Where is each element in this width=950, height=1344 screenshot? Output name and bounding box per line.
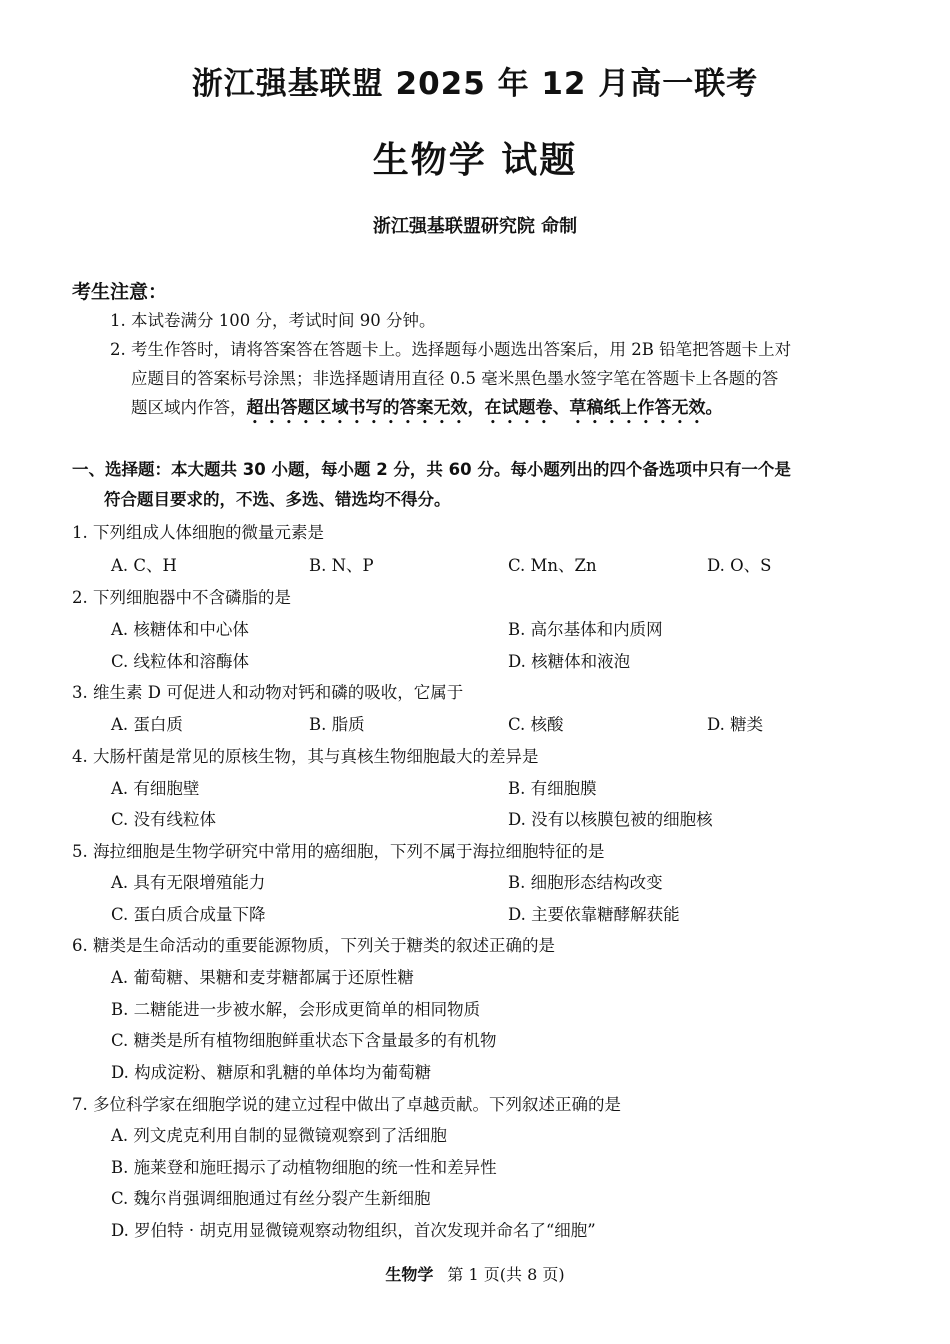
exam-subtitle: 生物学 试题 bbox=[372, 140, 578, 181]
question-6-option-d: D. 构成淀粉、糖原和乳糖的单体均为葡萄糖 bbox=[111, 1063, 432, 1082]
question-1-stem: 1. 下列组成人体细胞的微量元素是 bbox=[72, 523, 324, 542]
question-7-option-b: B. 施莱登和施旺揭示了动植物细胞的统一性和差异性 bbox=[111, 1158, 497, 1177]
question-4-option-a: A. 有细胞壁 bbox=[111, 779, 200, 798]
question-1-option-d: D. O、S bbox=[707, 556, 772, 575]
question-7-option-c: C. 魏尔肖强调细胞通过有丝分裂产生新细胞 bbox=[111, 1189, 431, 1208]
question-2-option-b: B. 高尔基体和内质网 bbox=[508, 620, 663, 639]
question-5-option-b: B. 细胞形态结构改变 bbox=[508, 873, 663, 892]
question-4-stem: 4. 大肠杆菌是常见的原核生物，其与真核生物细胞最大的差异是 bbox=[72, 747, 539, 766]
question-2-option-a: A. 核糖体和中心体 bbox=[111, 620, 249, 639]
question-3-option-b: B. 脂质 bbox=[309, 715, 365, 734]
notice-item-1: 1. 本试卷满分 100 分，考试时间 90 分钟。 bbox=[110, 311, 436, 330]
question-2-option-c: C. 线粒体和溶酶体 bbox=[111, 652, 250, 671]
question-1-option-b: B. N、P bbox=[309, 556, 374, 575]
notice-item-2-line-3 bbox=[131, 397, 723, 428]
notice-emphasis-text: 超出答题区域书写的答案无效，在试题卷、草稿纸上作答无效。 bbox=[246, 398, 723, 418]
question-5-option-c: C. 蛋白质合成量下降 bbox=[111, 905, 266, 924]
notice-item-2-line-3-text: 题区域内作答， bbox=[131, 398, 247, 417]
question-6-option-b: B. 二糖能进一步被水解，会形成更简单的相同物质 bbox=[111, 1000, 481, 1019]
page-footer bbox=[0, 1262, 950, 1285]
question-6-stem: 6. 糖类是生命活动的重要能源物质，下列关于糖类的叙述正确的是 bbox=[72, 936, 555, 955]
question-2-option-d: D. 核糖体和液泡 bbox=[508, 652, 631, 671]
exam-title: 浙江强基联盟 2025 年 12 月高一联考 bbox=[191, 66, 759, 102]
section-1-heading-cont: 符合题目要求的，不选、多选、错选均不得分。 bbox=[104, 490, 451, 509]
question-3-option-d: D. 糖类 bbox=[707, 715, 764, 734]
footer-page-number: 第 1 页(共 8 页) bbox=[447, 1265, 565, 1284]
question-2-stem: 2. 下列细胞器中不含磷脂的是 bbox=[72, 588, 291, 607]
question-5-option-d: D. 主要依靠糖酵解获能 bbox=[508, 905, 680, 924]
notice-item-2-line-2: 应题目的答案标号涂黑；非选择题请用直径 0.5 毫米黑色墨水签字笔在答题卡上各题的答 bbox=[131, 369, 779, 388]
question-6-option-a: A. 葡萄糖、果糖和麦芽糖都属于还原性糖 bbox=[111, 968, 414, 987]
question-3-option-c: C. 核酸 bbox=[508, 715, 564, 734]
question-4-option-b: B. 有细胞膜 bbox=[508, 779, 597, 798]
question-6-option-c: C. 糖类是所有植物细胞鲜重状态下含量最多的有机物 bbox=[111, 1031, 497, 1050]
question-1-option-c: C. Mn、Zn bbox=[508, 556, 597, 575]
exam-issuer: 浙江强基联盟研究院 命制 bbox=[372, 216, 578, 237]
question-4-option-d: D. 没有以核膜包被的细胞核 bbox=[508, 810, 713, 829]
question-3-stem: 3. 维生素 D 可促进人和动物对钙和磷的吸收，它属于 bbox=[72, 683, 464, 702]
question-4-option-c: C. 没有线粒体 bbox=[111, 810, 217, 829]
question-5-stem: 5. 海拉细胞是生物学研究中常用的癌细胞，下列不属于海拉细胞特征的是 bbox=[72, 842, 605, 861]
section-1-heading: 一、选择题：本大题共 30 小题，每小题 2 分，共 60 分。每小题列出的四个备选项中只有一个是 bbox=[72, 460, 791, 479]
question-1-option-a: A. C、H bbox=[111, 556, 177, 575]
notice-item-2-line-1: 2. 考生作答时，请将答案答在答题卡上。选择题每小题选出答案后，用 2B 铅笔把答题卡上对 bbox=[110, 340, 792, 359]
question-7-stem: 7. 多位科学家在细胞学说的建立过程中做出了卓越贡献。下列叙述正确的是 bbox=[72, 1095, 621, 1114]
question-7-option-a: A. 列文虎克利用自制的显微镜观察到了活细胞 bbox=[111, 1126, 447, 1145]
notice-heading: 考生注意： bbox=[72, 281, 168, 303]
question-7-option-d: D. 罗伯特 · 胡克用显微镜观察动物组织，首次发现并命名了“细胞” bbox=[111, 1221, 596, 1240]
question-3-option-a: A. 蛋白质 bbox=[111, 715, 183, 734]
question-5-option-a: A. 具有无限增殖能力 bbox=[111, 873, 266, 892]
footer-subject: 生物学 bbox=[385, 1265, 434, 1284]
